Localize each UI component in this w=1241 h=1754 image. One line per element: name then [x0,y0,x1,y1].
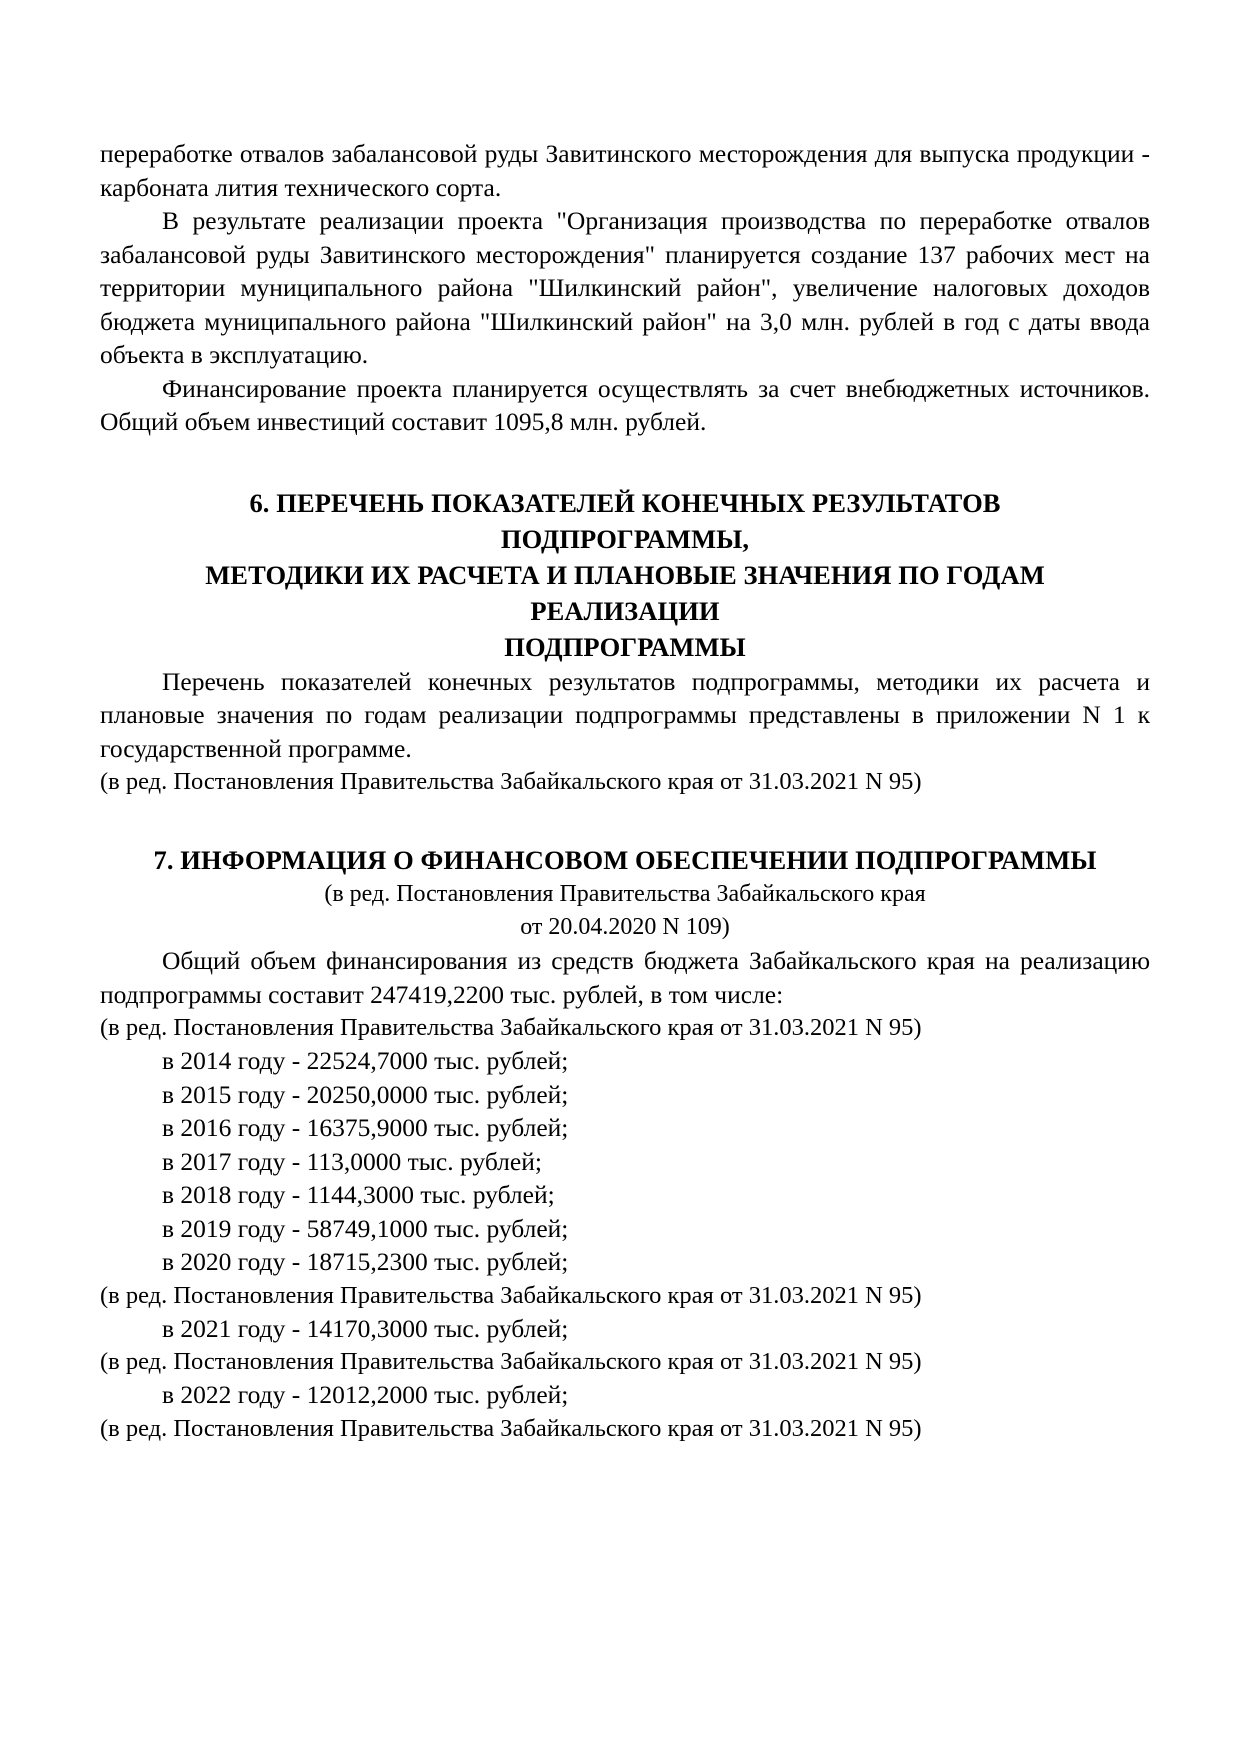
paragraph-project-result: В результате реализации проекта "Организация производства по переработке отвалов забалансовой руды Завитинского месторождения" планируется создание 137 рабочих мест на территории муниципального района "Шилкинский район", увеличение налоговых доходов бюджета муниципального района "Шилкинский район" на 3,0 млн. рублей в год с даты ввода объекта в эксплуатацию. [100,206,1150,369]
funding-year-2020-editorial-note: (в ред. Постановления Правительства Забайкальского края от 31.03.2021 N 95) [100,1281,922,1309]
paragraph-continuation: переработке отвалов забалансовой руды Завитинского месторождения для выпуска продукции - карбоната лития технического сорта. [100,139,1150,202]
section-6-heading [100,485,1150,665]
funding-year-item-2017: в 2017 году - 113,0000 тыс. рублей; [162,1146,542,1176]
funding-year-item-2019: в 2019 году - 58749,1000 тыс. рублей; [162,1213,569,1243]
section-7-heading-subline-2: от 20.04.2020 N 109) [520,914,730,940]
section-7-heading-title: 7. ИНФОРМАЦИЯ О ФИНАНСОВОМ ОБЕСПЕЧЕНИИ ПОДПРОГРАММЫ [153,845,1097,875]
section-7-total-text: Общий объем финансирования из средств бюджета Забайкальского края на реализацию подпрограммы составит 247419,2200 тыс. рублей, в том числе: [100,946,1150,1009]
section-6-heading-line-5: ПОДПРОГРАММЫ [504,631,746,662]
section-7-total-editorial-note: (в ред. Постановления Правительства Забайкальского края от 31.03.2021 N 95) [100,1014,922,1041]
section-6-heading-line-2: ПОДПРОГРАММЫ, [500,523,750,554]
paragraph-project-financing: Финансирование проекта планируется осуществлять за счет внебюджетных источников. Общий объем инвестиций составит 1095,8 млн. рублей. [100,373,1150,436]
funding-year-item-2014: в 2014 году - 22524,7000 тыс. рублей; [162,1046,569,1075]
funding-year-item-2015: в 2015 году - 20250,0000 тыс. рублей; [162,1079,569,1109]
section-6-heading-line-3: МЕТОДИКИ ИХ РАСЧЕТА И ПЛАНОВЫЕ ЗНАЧЕНИЯ ПО ГОДАМ [205,559,1045,590]
section-6-heading-line-4: РЕАЛИЗАЦИИ [530,595,720,626]
funding-year-2022-editorial-note: (в ред. Постановления Правительства Забайкальского края от 31.03.2021 N 95) [100,1414,922,1442]
funding-year-item-2021: в 2021 году - 14170,3000 тыс. рублей; [162,1313,569,1343]
funding-year-item-2022: в 2022 году - 12012,2000 тыс. рублей; [162,1380,569,1409]
funding-year-item-2018: в 2018 году - 1144,3000 тыс. рублей; [162,1180,555,1209]
section-6-body: Перечень показателей конечных результатов подпрограммы, методики их расчета и плановые значения по годам реализации подпрограммы представлены в приложении N 1 к государственной программе. [100,666,1150,763]
funding-year-list [100,1044,1150,1445]
funding-year-2021-editorial-note: (в ред. Постановления Правительства Забайкальского края от 31.03.2021 N 95) [100,1348,922,1375]
section-6-editorial-note: (в ред. Постановления Правительства Забайкальского края от 31.03.2021 N 95) [100,768,922,795]
section-7-heading-subline-1: (в ред. Постановления Правительства Забайкальского края [324,881,926,907]
funding-year-item-2020: в 2020 году - 18715,2300 тыс. рублей; [162,1247,569,1276]
document-content [100,137,1150,1445]
section-6-heading-line-1: 6. ПЕРЕЧЕНЬ ПОКАЗАТЕЛЕЙ КОНЕЧНЫХ РЕЗУЛЬТАТОВ [249,487,1001,518]
section-7-heading [100,842,1150,944]
funding-year-item-2016: в 2016 году - 16375,9000 тыс. рублей; [162,1113,569,1142]
